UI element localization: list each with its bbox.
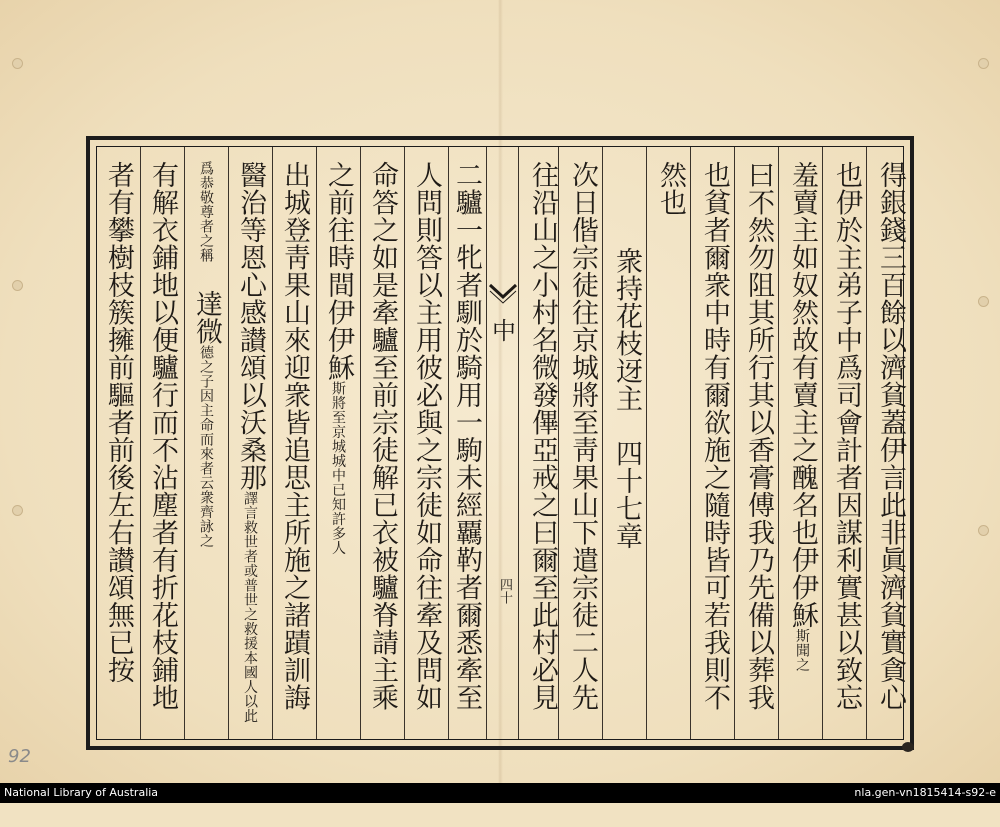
center-label: 中 [492,317,516,345]
text-column: 出城登靑果山來迎衆皆追思主所施之諸蹟訓誨 [279,161,310,711]
ink-blot [902,742,914,752]
library-credit: National Library of Australia [4,786,159,799]
binding-hole [978,296,989,307]
text-frame-inner [96,146,904,740]
text-column: 也貧者爾衆中時有爾欲施之隨時皆可若我則不 [699,161,730,711]
interlinear-note: 斯聞之 [794,628,810,672]
image-identifier: nla.gen-vn1815414-s92-e [854,786,996,799]
binding-hole [978,58,989,69]
center-fold [486,153,518,733]
text-column: 命答之如是牽驢至前宗徒解已衣被驢脊請主乘 [367,161,398,711]
interlinear-note: 斯將至京城城中已知許多人 [330,381,346,555]
binding-hole [12,505,23,516]
chapter-heading: 衆持花枝迓主 四十七章 [611,247,642,550]
text-column: 人問則答以主用彼必與之宗徒如命往牽及問如 [411,161,442,711]
text-column: 也伊於主弟子中爲司會計者因謀利實甚以致忘 [831,161,862,711]
text-column: 往沿山之小村名微發𠌫亞戒之曰爾至此村必見 [527,161,558,711]
text-column: 醫治等恩心感讃頌以沃桑那譯言救世者或普世之救援本國人以此 [235,161,266,723]
text-column: 有解衣鋪地以便驢行而不沾塵者有折花枝鋪地 [147,161,178,711]
text-column: 曰不然勿阻其所行其以香膏傅我乃先備以葬我 [743,161,774,711]
interlinear-note: 譯言救世者或普世之救援本國人以此 [242,491,258,723]
text-frame [86,136,914,750]
binding-hole [12,58,23,69]
binding-hole [12,280,23,291]
text-column: 爲恭敬尊者之稱 達微德之子因主命而來者云衆齊詠之 [191,161,222,548]
text-column: 羞賣主如奴然故有賣主之醜名也伊伊穌斯聞之 [787,161,818,672]
text-column: 二驢一牝者馴於騎用一駒未經覊靮者爾悉牽至 [451,161,482,711]
text-column: 然也 [655,161,686,216]
binding-hole [978,525,989,536]
text-column: 得銀錢三百餘以濟貧蓋伊言此非眞濟貧實貪心 [875,161,906,711]
pencil-note: 92 [8,746,31,767]
text-column: 之前往時間伊伊穌斯將至京城城中已知許多人 [323,161,354,555]
text-column: 者有攀樹枝簇擁前驅者前後左右讃頌無已按 [103,161,134,684]
footer-bar [0,783,1000,803]
text-column: 次日偕宗徒往京城將至靑果山下遣宗徒二人先 [567,161,598,711]
page-number: 四十 [497,578,512,604]
